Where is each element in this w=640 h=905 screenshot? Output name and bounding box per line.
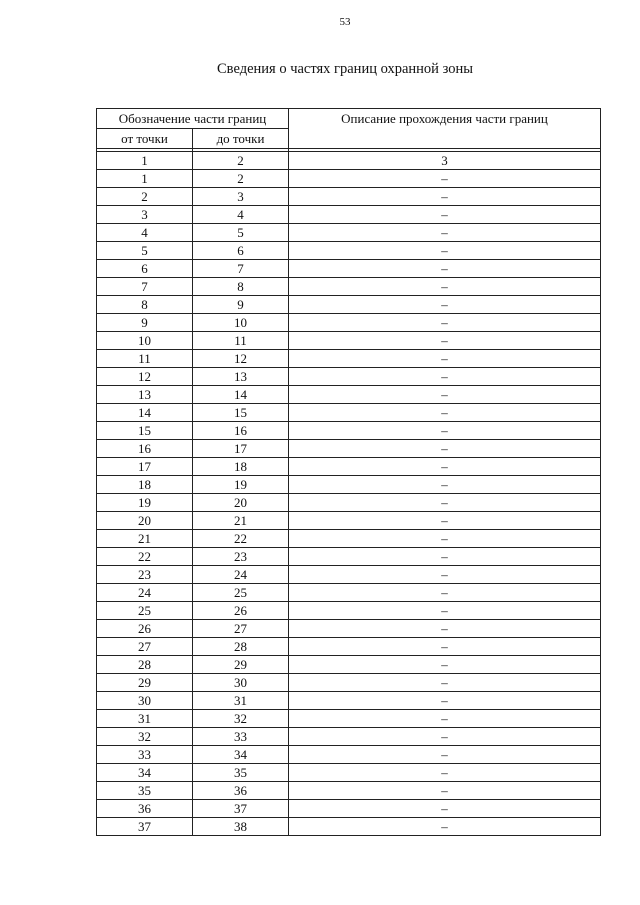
cell-from-point: 29 — [97, 674, 193, 692]
cell-description: – — [289, 494, 601, 512]
table-row — [97, 764, 601, 782]
table-row — [97, 620, 601, 638]
table-row — [97, 422, 601, 440]
cell-description: – — [289, 584, 601, 602]
cell-to-point: 24 — [193, 566, 289, 584]
table-row — [97, 296, 601, 314]
table-row — [97, 548, 601, 566]
cell-description: – — [289, 170, 601, 188]
cell-to-point: 29 — [193, 656, 289, 674]
cell-description: – — [289, 422, 601, 440]
table-row — [97, 746, 601, 764]
table-row — [97, 314, 601, 332]
table-row — [97, 206, 601, 224]
table-row — [97, 440, 601, 458]
header-boundary-designation: Обозначение части границ — [97, 109, 289, 129]
cell-from-point: 9 — [97, 314, 193, 332]
cell-description: – — [289, 476, 601, 494]
cell-from-point: 3 — [97, 206, 193, 224]
cell-description: – — [289, 728, 601, 746]
cell-description: – — [289, 530, 601, 548]
cell-to-point: 23 — [193, 548, 289, 566]
table-row — [97, 566, 601, 584]
cell-to-point: 13 — [193, 368, 289, 386]
cell-to-point: 27 — [193, 620, 289, 638]
table-row — [97, 494, 601, 512]
cell-to-point: 32 — [193, 710, 289, 728]
cell-to-point: 36 — [193, 782, 289, 800]
cell-description: – — [289, 458, 601, 476]
cell-description: – — [289, 224, 601, 242]
cell-description: – — [289, 692, 601, 710]
cell-description: – — [289, 566, 601, 584]
cell-description: – — [289, 674, 601, 692]
cell-description: – — [289, 710, 601, 728]
cell-description: – — [289, 332, 601, 350]
cell-to-point: 12 — [193, 350, 289, 368]
cell-to-point: 4 — [193, 206, 289, 224]
cell-to-point: 30 — [193, 674, 289, 692]
cell-from-point: 33 — [97, 746, 193, 764]
cell-from-point: 21 — [97, 530, 193, 548]
cell-to-point: 2 — [193, 152, 289, 170]
table-row — [97, 332, 601, 350]
cell-to-point: 33 — [193, 728, 289, 746]
cell-description: 3 — [289, 152, 601, 170]
cell-to-point: 16 — [193, 422, 289, 440]
cell-from-point: 14 — [97, 404, 193, 422]
table-row — [97, 458, 601, 476]
cell-from-point: 17 — [97, 458, 193, 476]
cell-from-point: 32 — [97, 728, 193, 746]
cell-to-point: 3 — [193, 188, 289, 206]
cell-from-point: 12 — [97, 368, 193, 386]
cell-from-point: 5 — [97, 242, 193, 260]
table-row — [97, 584, 601, 602]
cell-description: – — [289, 206, 601, 224]
cell-from-point: 28 — [97, 656, 193, 674]
table-row — [97, 242, 601, 260]
cell-from-point: 25 — [97, 602, 193, 620]
cell-to-point: 7 — [193, 260, 289, 278]
cell-to-point: 31 — [193, 692, 289, 710]
cell-to-point: 2 — [193, 170, 289, 188]
cell-from-point: 7 — [97, 278, 193, 296]
cell-to-point: 6 — [193, 242, 289, 260]
cell-to-point: 19 — [193, 476, 289, 494]
cell-description: – — [289, 782, 601, 800]
cell-from-point: 19 — [97, 494, 193, 512]
cell-to-point: 11 — [193, 332, 289, 350]
table-row — [97, 152, 601, 170]
cell-description: – — [289, 368, 601, 386]
cell-description: – — [289, 602, 601, 620]
cell-from-point: 1 — [97, 152, 193, 170]
table-row — [97, 170, 601, 188]
cell-to-point: 25 — [193, 584, 289, 602]
cell-from-point: 15 — [97, 422, 193, 440]
cell-description: – — [289, 512, 601, 530]
cell-description: – — [289, 746, 601, 764]
cell-to-point: 28 — [193, 638, 289, 656]
cell-to-point: 14 — [193, 386, 289, 404]
boundary-parts-table — [96, 108, 601, 836]
table-row — [97, 476, 601, 494]
cell-to-point: 26 — [193, 602, 289, 620]
cell-to-point: 10 — [193, 314, 289, 332]
cell-to-point: 9 — [193, 296, 289, 314]
cell-to-point: 18 — [193, 458, 289, 476]
cell-from-point: 2 — [97, 188, 193, 206]
cell-to-point: 15 — [193, 404, 289, 422]
cell-from-point: 8 — [97, 296, 193, 314]
cell-to-point: 38 — [193, 818, 289, 836]
cell-to-point: 34 — [193, 746, 289, 764]
cell-description: – — [289, 296, 601, 314]
table-row — [97, 260, 601, 278]
table-row — [97, 692, 601, 710]
cell-description: – — [289, 638, 601, 656]
table-row — [97, 782, 601, 800]
cell-from-point: 18 — [97, 476, 193, 494]
cell-from-point: 22 — [97, 548, 193, 566]
table-row — [97, 818, 601, 836]
cell-from-point: 37 — [97, 818, 193, 836]
table-row — [97, 602, 601, 620]
table-row — [97, 728, 601, 746]
cell-from-point: 4 — [97, 224, 193, 242]
cell-from-point: 23 — [97, 566, 193, 584]
table-row — [97, 674, 601, 692]
table-row — [97, 656, 601, 674]
table-row — [97, 188, 601, 206]
header-to-point: до точки — [193, 129, 289, 149]
cell-to-point: 20 — [193, 494, 289, 512]
table-row — [97, 512, 601, 530]
cell-from-point: 35 — [97, 782, 193, 800]
cell-from-point: 11 — [97, 350, 193, 368]
cell-from-point: 31 — [97, 710, 193, 728]
table-row — [97, 404, 601, 422]
table-row — [97, 350, 601, 368]
cell-description: – — [289, 440, 601, 458]
cell-to-point: 5 — [193, 224, 289, 242]
header-from-point: от точки — [97, 129, 193, 149]
cell-description: – — [289, 314, 601, 332]
table-row — [97, 800, 601, 818]
table-row — [97, 710, 601, 728]
cell-from-point: 34 — [97, 764, 193, 782]
cell-to-point: 17 — [193, 440, 289, 458]
cell-description: – — [289, 350, 601, 368]
cell-description: – — [289, 656, 601, 674]
table-row — [97, 530, 601, 548]
cell-from-point: 20 — [97, 512, 193, 530]
cell-from-point: 1 — [97, 170, 193, 188]
document-title: Сведения о частях границ охранной зоны — [217, 61, 473, 77]
cell-description: – — [289, 278, 601, 296]
table-row — [97, 278, 601, 296]
cell-description: – — [289, 800, 601, 818]
cell-from-point: 13 — [97, 386, 193, 404]
table-body — [97, 152, 601, 836]
cell-description: – — [289, 620, 601, 638]
table-row — [97, 224, 601, 242]
cell-from-point: 27 — [97, 638, 193, 656]
page-number: 53 — [339, 16, 351, 28]
cell-to-point: 22 — [193, 530, 289, 548]
table-row — [97, 368, 601, 386]
cell-from-point: 16 — [97, 440, 193, 458]
cell-description: – — [289, 548, 601, 566]
header-description: Описание прохождения части границ — [289, 109, 601, 149]
cell-from-point: 24 — [97, 584, 193, 602]
cell-to-point: 21 — [193, 512, 289, 530]
cell-description: – — [289, 188, 601, 206]
table-row — [97, 386, 601, 404]
cell-to-point: 37 — [193, 800, 289, 818]
cell-description: – — [289, 764, 601, 782]
cell-from-point: 30 — [97, 692, 193, 710]
cell-description: – — [289, 818, 601, 836]
cell-description: – — [289, 404, 601, 422]
table-row — [97, 638, 601, 656]
cell-from-point: 6 — [97, 260, 193, 278]
cell-from-point: 10 — [97, 332, 193, 350]
cell-to-point: 8 — [193, 278, 289, 296]
table-header-row — [97, 109, 601, 129]
cell-from-point: 36 — [97, 800, 193, 818]
cell-description: – — [289, 260, 601, 278]
cell-to-point: 35 — [193, 764, 289, 782]
cell-description: – — [289, 386, 601, 404]
cell-from-point: 26 — [97, 620, 193, 638]
cell-description: – — [289, 242, 601, 260]
